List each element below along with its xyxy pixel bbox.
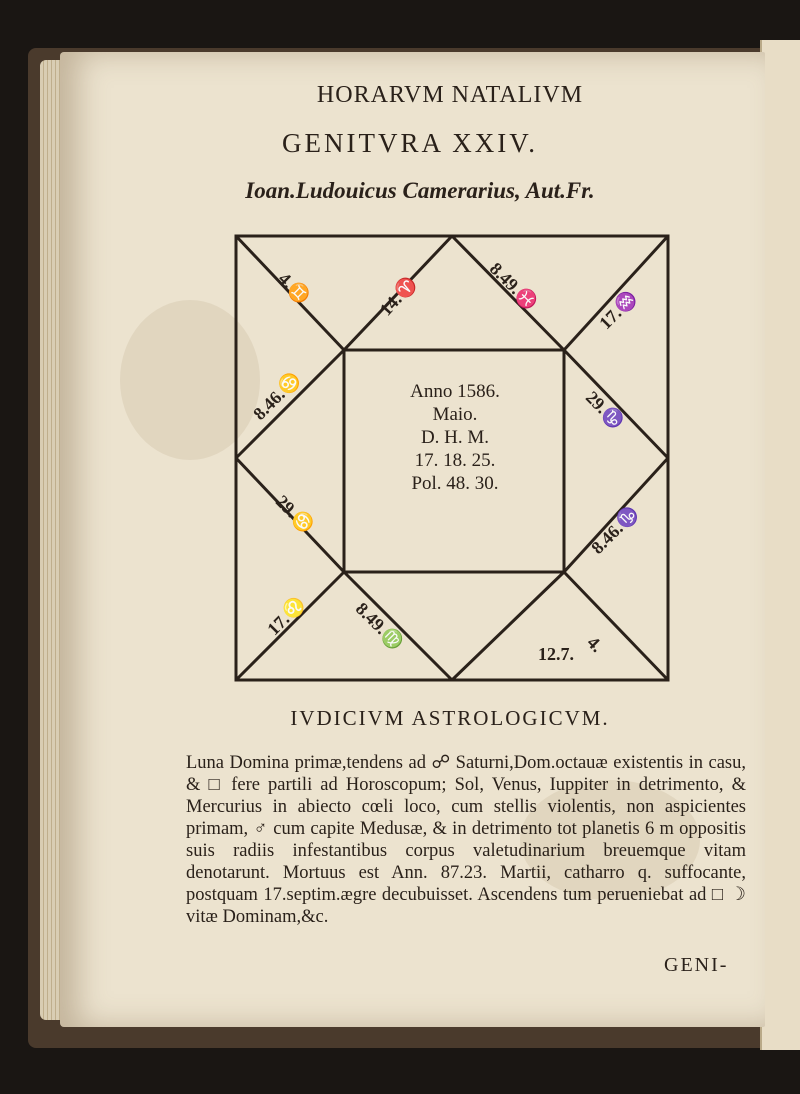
center-dhm-values: 17. 18. 25. — [414, 450, 496, 471]
judgment-text: Luna Domina primæ,tendens ad ☍ Saturni,Dom.octauæ existentis in casu, & □ fere partili ad Horoscopum; Sol, Venus, Iuppiter in detrimento, & Mercurius in abiecto cœli loco, cum stellis violentis, non aspicientes primam, ♂ cum capite Medusæ, & in detrimento tot planetis 6 m oppositis suis radiis infestantibus corpus valetudinarium breuemque vitam denotarunt. Mortuus est Ann. 87.23. Martii, catharro q. suffocante, postquam 17.septim.ægre decubuisset. Ascendens tum perueniebat ad □ ☽ vitæ Dominam,&c. — [186, 753, 746, 927]
house-label-10: 14.♈ — [375, 272, 421, 320]
house-label-3: 4. — [583, 632, 607, 656]
page-title: GENITVRA XXIV. — [282, 128, 538, 158]
facing-page-edge — [760, 40, 800, 1050]
running-head: HORARVM NATALIVM — [316, 82, 584, 108]
house-label-12: 17.♒ — [595, 287, 642, 334]
center-dhm-header: D. H. M. — [420, 427, 490, 448]
house-label-5: 8.49.♍ — [351, 598, 408, 654]
house-label-2: 8.46.♑ — [587, 502, 643, 558]
house-label-11: 8.49.♓ — [485, 258, 542, 314]
house-label-1: 29.♑ — [581, 387, 628, 434]
house-label-4: 12.7. — [538, 644, 574, 664]
chart-center-date — [345, 380, 565, 495]
house-label-8: 8.46.♋ — [249, 368, 305, 424]
center-month: Maio. — [432, 404, 478, 425]
subject-name: Ioan.Ludouicus Camerarius, Aut.Fr. — [245, 178, 595, 203]
catchword: GENI- — [664, 954, 729, 976]
house-label-6: 17.♌ — [263, 593, 310, 640]
house-label-9: 4.♊ — [274, 268, 315, 308]
section-heading: IVDICIVM ASTROLOGICVM. — [290, 706, 610, 730]
center-year: Anno 1586. — [410, 381, 500, 402]
house-label-7: 29.♋ — [271, 491, 318, 538]
center-pole: Pol. 48. 30. — [411, 473, 499, 494]
judgment-paragraph — [186, 752, 746, 928]
